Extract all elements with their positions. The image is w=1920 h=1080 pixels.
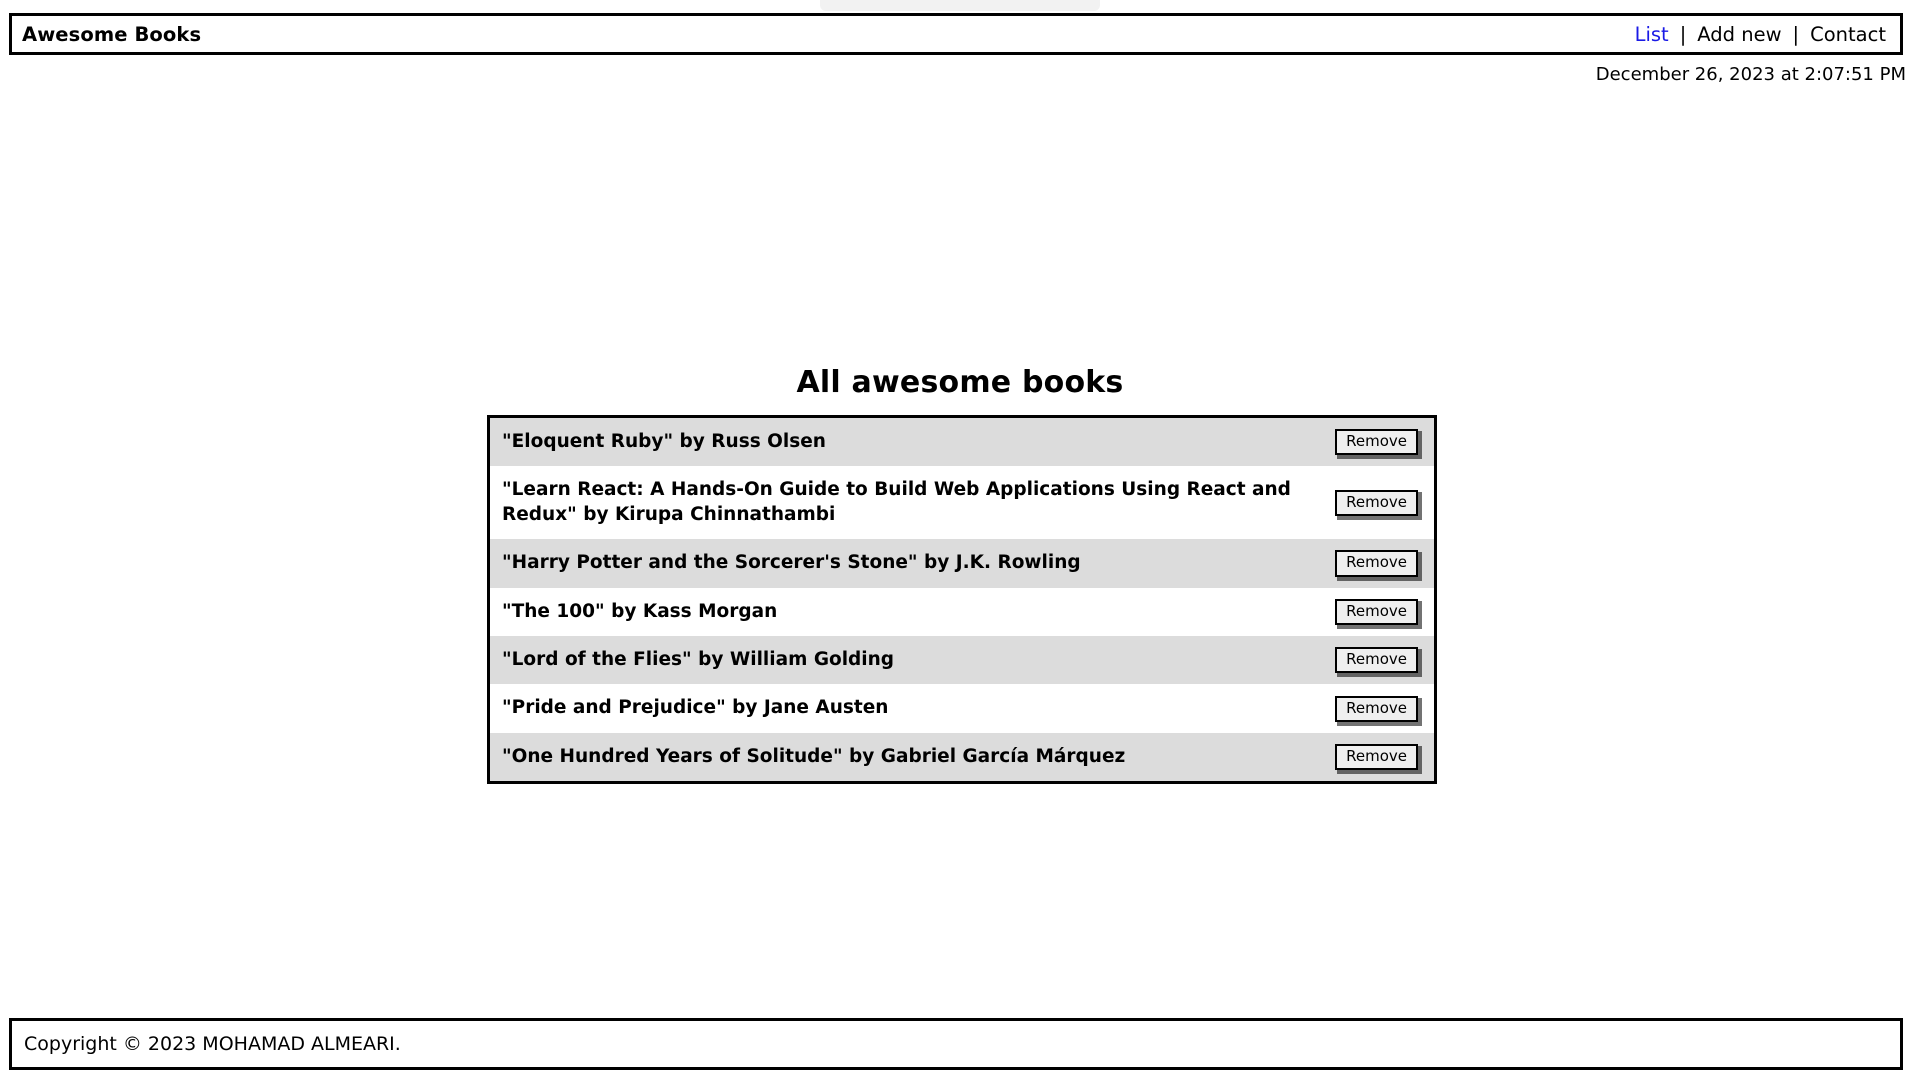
remove-book-button[interactable]: Remove	[1335, 647, 1418, 673]
nav-link-list[interactable]: List	[1634, 22, 1669, 46]
nav-link-add-new[interactable]: Add new	[1697, 22, 1782, 46]
site-header	[9, 13, 1903, 55]
nav-link-contact[interactable]: Contact	[1810, 22, 1886, 46]
book-title: "Eloquent Ruby" by Russ Olsen	[502, 431, 826, 452]
book-row	[490, 684, 1434, 732]
remove-book-button[interactable]: Remove	[1335, 696, 1418, 722]
book-row	[490, 466, 1434, 539]
book-title: "Lord of the Flies" by William Golding	[502, 649, 895, 671]
book-row	[490, 539, 1434, 587]
remove-book-button[interactable]: Remove	[1335, 490, 1418, 516]
remove-book-button[interactable]: Remove	[1335, 744, 1418, 770]
book-title: "The 100" by Kass Morgan	[502, 600, 778, 622]
book-row	[490, 636, 1434, 684]
book-title: "Harry Potter and the Sorcerer's Stone" by J.K. Rowling	[502, 552, 1081, 574]
site-footer	[9, 1018, 1903, 1070]
remove-book-button[interactable]: Remove	[1335, 550, 1418, 576]
remove-book-button[interactable]: Remove	[1335, 429, 1418, 455]
copyright-text: Copyright © 2023 MOHAMAD ALMEARI.	[24, 1033, 401, 1055]
book-row	[490, 588, 1434, 636]
site-brand: Awesome Books	[22, 22, 202, 46]
book-row	[490, 733, 1434, 781]
book-title: "One Hundred Years of Solitude" by Gabriel García Márquez	[502, 745, 1126, 767]
book-row	[490, 418, 1434, 466]
book-title: "Learn React: A Hands-On Guide to Build Web Applications Using React and Redux" by Kirupa Chinnathambi	[502, 479, 1291, 525]
nav-separator: |	[1679, 22, 1687, 46]
remove-book-button[interactable]: Remove	[1335, 599, 1418, 625]
page-title: All awesome books	[796, 365, 1124, 400]
book-title: "Pride and Prejudice" by Jane Austen	[502, 697, 889, 719]
nav-separator: |	[1792, 22, 1800, 46]
window-chrome-sliver	[820, 0, 1100, 11]
main-navigation	[1633, 23, 1888, 46]
books-list	[487, 415, 1437, 784]
current-datetime: December 26, 2023 at 2:07:51 PM	[1595, 64, 1906, 85]
